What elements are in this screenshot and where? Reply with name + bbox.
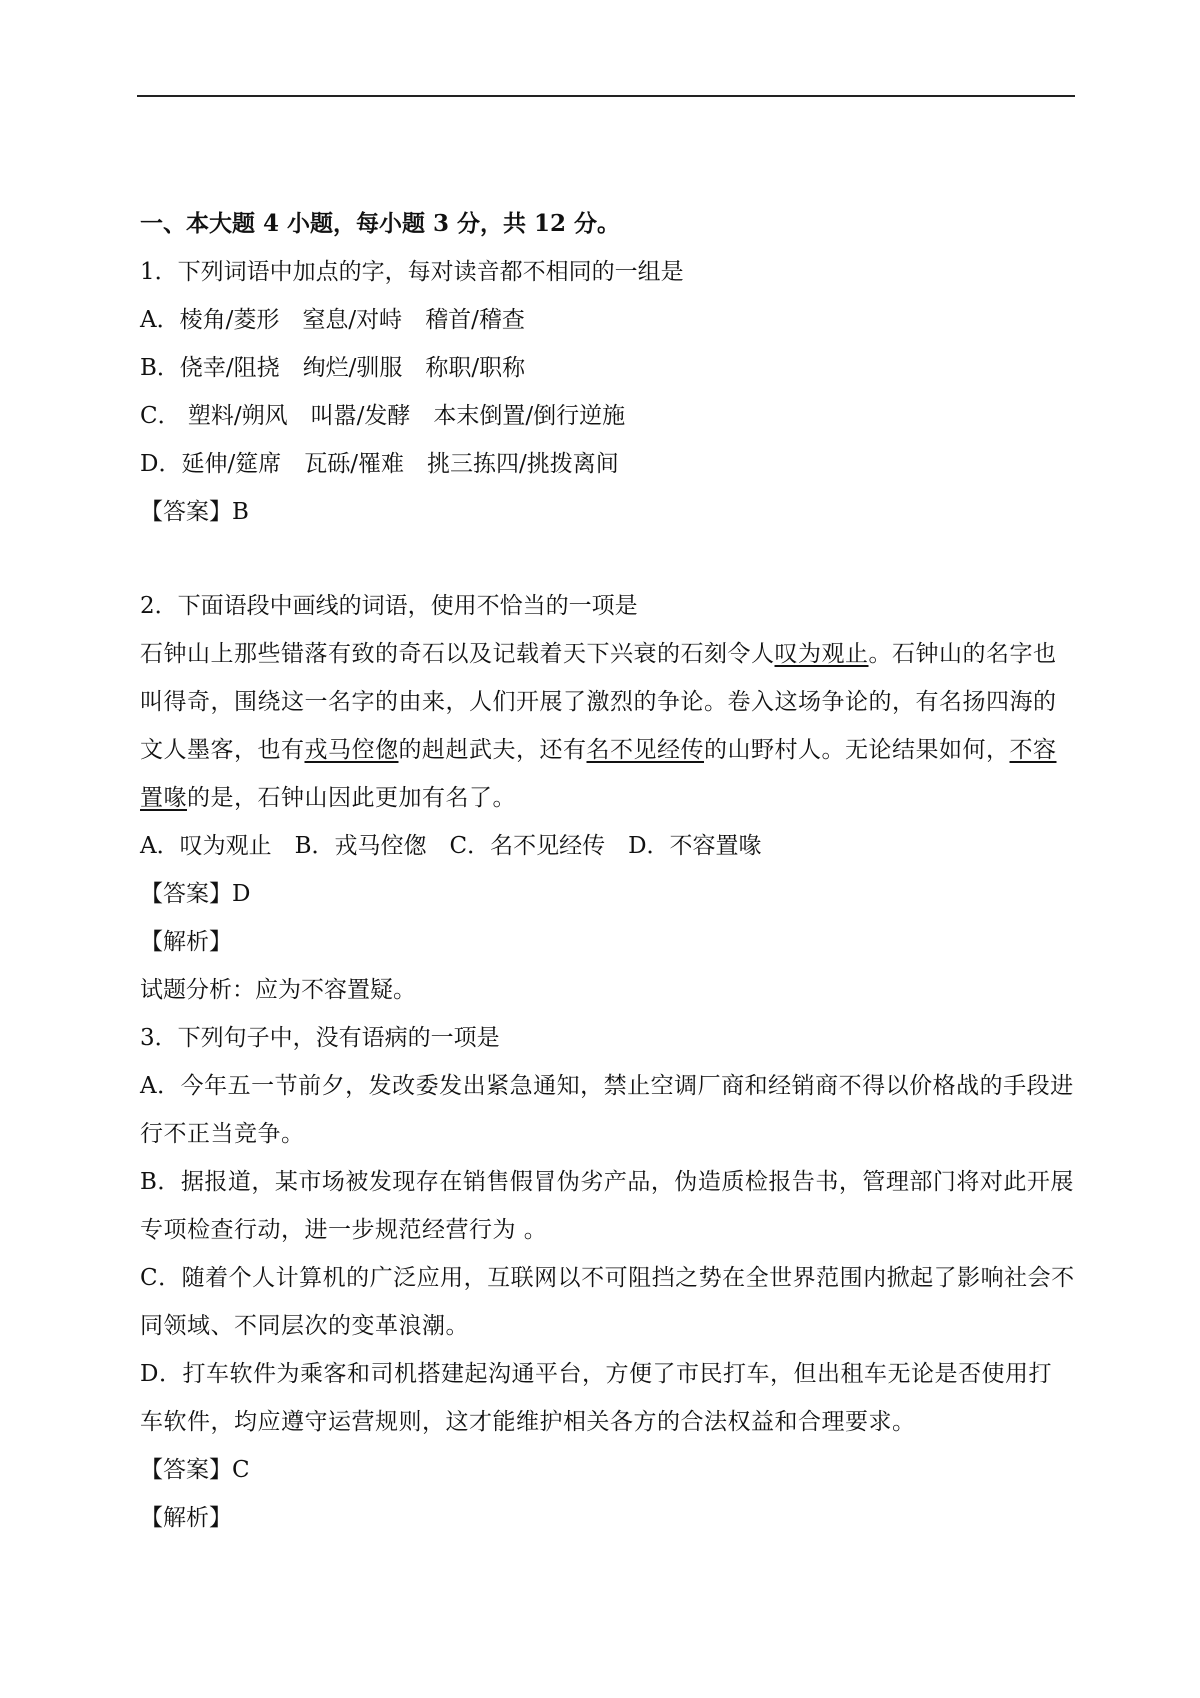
passage-text: 的是，石钟山因此更加有名了。 [187,785,516,811]
underlined-term: 不容置喙 [140,737,1057,811]
passage-text: 的山野村人。无论结果如何， [704,737,1010,763]
q1-option-a: A．棱角/菱形 窒息/对峙 稽首/稽查 [140,307,525,333]
underlined-term: 名不见经传 [586,737,704,763]
q3-option-d: D．打车软件为乘客和司机搭建起沟通平台，方便了市民打车，但出租车无论是否使用打车软件，均应遵守运营规则，这才能维护相关各方的合法权益和合理要求。 [140,1361,1052,1435]
q3-analysis-label: 【解析】 [140,1505,232,1531]
section-heading: 一、本大题 4 小题，每小题 3 分，共 12 分。 [140,210,621,237]
q3-option-b: B．据报道，某市场被发现存在销售假冒伪劣产品，伪造质检报告书，管理部门将对此开展专项检查行动，进一步规范经营行为 。 [140,1169,1074,1243]
passage-text: 石钟山上那些错落有致的奇石以及记载着天下兴衰的石刻令人 [140,641,775,667]
q1-answer: 【答案】B [140,499,249,525]
q3-stem: 3．下列句子中，没有语病的一项是 [140,1025,500,1051]
q1-option-c: C． 塑料/朔风 叫嚣/发酵 本末倒置/倒行逆施 [140,403,626,429]
q3-answer: 【答案】C [140,1457,250,1483]
q1-stem: 1．下列词语中加点的字，每对读音都不相同的一组是 [140,259,684,285]
q2-passage [140,630,1075,822]
spacer [140,536,1075,582]
header-rule [137,95,1075,97]
passage-text: 。石钟山的名字也叫得奇，围绕这一名字的由来，人们开展了激烈的争论。卷入这场争论的，有名扬四海的文人墨客，也有 [140,641,1057,763]
q2-answer: 【答案】D [140,881,251,907]
q1-option-b: B．侥幸/阻挠 绚烂/驯服 称职/职称 [140,355,526,381]
q3-option-c: C．随着个人计算机的广泛应用，互联网以不可阻挡之势在全世界范围内掀起了影响社会不同领域、不同层次的变革浪潮。 [140,1265,1075,1339]
q2-stem: 2．下面语段中画线的词语，使用不恰当的一项是 [140,593,638,619]
q1-option-d: D．延伸/筵席 瓦砾/罹难 挑三拣四/挑拨离间 [140,451,619,477]
q3-option-a: A．今年五一节前夕，发改委发出紧急通知，禁止空调厂商和经销商不得以价格战的手段进行不正当竞争。 [140,1073,1074,1147]
underlined-term: 叹为观止 [774,641,869,667]
underlined-term: 戎马倥偬 [304,737,399,763]
q2-analysis-label: 【解析】 [140,929,232,955]
q2-analysis: 试题分析：应为不容置疑。 [140,977,416,1003]
passage-text: 的赳赳武夫，还有 [398,737,587,763]
q2-options: A．叹为观止 B．戎马倥偬 C．名不见经传 D．不容置喙 [140,833,762,859]
document-body [140,200,1075,1542]
